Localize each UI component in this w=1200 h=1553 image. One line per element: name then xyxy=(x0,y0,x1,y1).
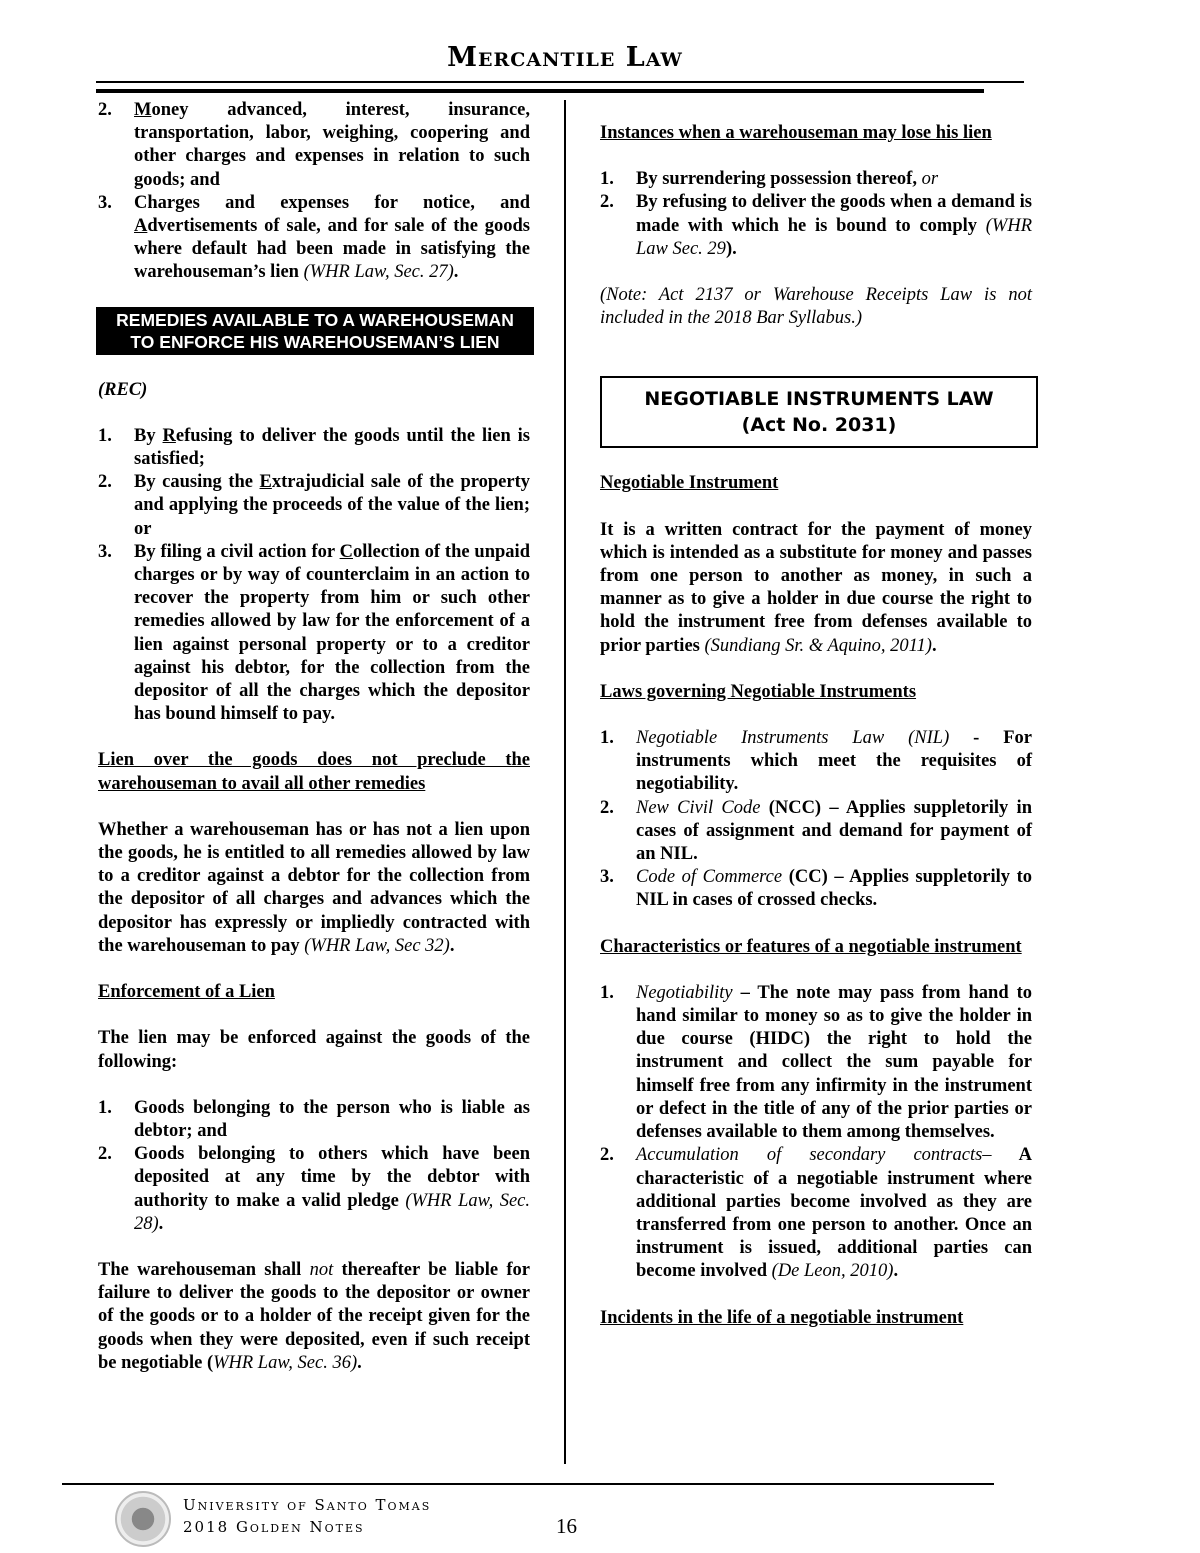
item-text: Charges and expenses for notice, and xyxy=(134,192,530,213)
item-number: 1. xyxy=(600,982,614,1003)
item-text: Goods belonging to others which have been deposited at any time by the debtor with authority to make a valid pledge xyxy=(134,1144,530,1211)
emphasis: or xyxy=(921,169,939,190)
mnemonic-letter: M xyxy=(134,100,152,120)
item-text: (CC) – Applies suppletorily to NIL in cases of crossed checks. xyxy=(636,867,1032,911)
list-item xyxy=(98,471,530,541)
item-text: A characteristic of a negotiable instrument where additional parties become involved as they are transferred from one person to another. Once an instrument is issued, additional parties can become involved xyxy=(636,1145,1032,1282)
citation: (WHR Law, Sec. 28) xyxy=(134,1190,530,1234)
page-header-title: Mercantile Law xyxy=(447,42,683,73)
item-text: By filing a civil action for xyxy=(134,541,340,562)
footer-rule xyxy=(62,1483,994,1485)
characteristic-name: Negotiability xyxy=(636,982,733,1003)
punctuation: . xyxy=(893,1261,899,1282)
syllabus-note: (Note: Act 2137 or Warehouse Receipts Law is not included in the 2018 Bar Syllabus.) xyxy=(600,285,1032,329)
lien-items-list xyxy=(98,99,530,285)
list-item xyxy=(600,1144,1032,1283)
footer-golden-notes: 2018 Golden Notes xyxy=(183,1518,365,1536)
nil-act-number: (Act No. 2031) xyxy=(741,414,897,437)
item-number: 2. xyxy=(600,192,614,213)
nil-title: NEGOTIABLE INSTRUMENTS LAW xyxy=(644,388,994,411)
item-text: xtrajudicial sale of the property and applying the proceeds of the value of the lien; or xyxy=(134,472,530,539)
footer-university: University of Santo Tomas xyxy=(183,1496,432,1514)
item-number: 3. xyxy=(98,192,112,213)
list-item xyxy=(600,982,1032,1144)
characteristic-name: Accumulation of secondary contracts– xyxy=(636,1145,992,1166)
item-text: - For instruments which meet the requisites of negotiability. xyxy=(636,728,1032,795)
item-number: 2. xyxy=(98,472,112,493)
list-item xyxy=(600,727,1032,797)
paragraph-text: Whether a warehouseman has or has not a lien upon the goods, he is entitled to all remedies allowed by law to a creditor against a debtor for the collection from the depositor of all charges and advances which the depositor has expressly or impliedly contracted with the warehouseman to pay xyxy=(98,819,530,956)
item-number: 1. xyxy=(600,728,614,749)
law-name: Code of Commerce xyxy=(636,867,783,888)
citation: (Sundiang Sr. & Aquino, 2011) xyxy=(704,635,932,656)
emphasis: not xyxy=(309,1259,334,1280)
enforcement-paragraph: The lien may be enforced against the goods of the following: xyxy=(98,1028,530,1072)
remedies-heading-box xyxy=(96,307,534,355)
mnemonic-letter: R xyxy=(162,425,176,446)
mnemonic-letter: C xyxy=(339,541,353,562)
list-item xyxy=(98,1143,530,1236)
item-number: 1. xyxy=(98,1097,112,1118)
laws-list xyxy=(600,727,1032,913)
left-column xyxy=(98,99,530,1375)
item-number: 3. xyxy=(98,541,112,562)
header-rule xyxy=(96,81,1024,83)
paragraph-text: It is a written contract for the payment of money which is intended as a substitute for money and passes from one person to another as money, in such a manner as to give a holder in due course the right to hold the instrument free from defenses available to prior parties xyxy=(600,519,1032,656)
punctuation: . xyxy=(158,1213,164,1234)
list-item xyxy=(98,1097,530,1143)
citation: (WHR Law, Sec 32) xyxy=(304,935,450,956)
liability-paragraph xyxy=(98,1259,530,1375)
section-heading-negotiable-instrument: Negotiable Instrument xyxy=(600,473,779,494)
item-text: By refusing to deliver the goods when a demand is made with which he is bound to comply xyxy=(636,192,1032,236)
item-text: (NCC) – Applies suppletorily in cases of assignment and demand for payment of an NIL. xyxy=(636,797,1032,865)
punctuation: ). xyxy=(725,238,737,259)
item-text: efusing to deliver the goods until the lien is satisfied; xyxy=(134,425,531,470)
item-text: – The note may pass from hand to hand similar to money so as to give the holder in due course (HIDC) the right to hold the instrument and collect the sum payable for himself free from any infirmity in the instrument or defect in the title of any of the prior parties or defenses available to them among themselves. xyxy=(636,982,1032,1143)
item-number: 1. xyxy=(600,169,614,190)
remedies-heading-line1: REMEDIES AVAILABLE TO A WAREHOUSEMAN xyxy=(116,309,514,330)
header-rule-thick xyxy=(96,89,984,93)
item-text: dvertisements of sale, and for sale of the goods where default had been made in satisfying the warehouseman’s lien xyxy=(134,216,530,283)
enforcement-list xyxy=(98,1097,530,1236)
law-name: New Civil Code xyxy=(636,797,761,818)
item-text: oney advanced, interest, insurance, transportation, labor, weighing, coopering and other charges and expenses in relation to such goods; and xyxy=(134,100,530,190)
remedies-heading-line2: TO ENFORCE HIS WAREHOUSEMAN’S LIEN xyxy=(130,331,500,352)
item-number: 1. xyxy=(98,425,112,446)
list-item xyxy=(98,541,530,727)
right-column xyxy=(600,99,1032,1330)
mnemonic-letter: E xyxy=(259,472,272,493)
university-seal-icon xyxy=(115,1491,171,1547)
paragraph-text: thereafter be liable for failure to deliver the goods to the depositor or owner of the goods or to a holder of the receipt given for the goods when they were deposited, even if such receipt be negotiable ( xyxy=(98,1259,530,1373)
remedies-list xyxy=(98,425,530,727)
citation: WHR Law, Sec. 36) xyxy=(213,1352,358,1373)
item-number: 2. xyxy=(98,100,112,120)
section-heading-incidents: Incidents in the life of a negotiable instrument xyxy=(600,1307,964,1328)
item-number: 2. xyxy=(600,1145,614,1166)
mnemonic-letter: A xyxy=(134,216,148,237)
list-item xyxy=(600,191,1032,261)
definition-paragraph xyxy=(600,519,1032,658)
citation: (WHR Law Sec. 29 xyxy=(636,215,1032,259)
lien-paragraph xyxy=(98,819,530,958)
list-item xyxy=(600,168,1032,191)
section-heading-enforcement: Enforcement of a Lien xyxy=(98,982,275,1003)
list-item xyxy=(98,192,530,285)
list-item xyxy=(600,866,1032,912)
item-text: By xyxy=(134,425,163,446)
list-item xyxy=(600,797,1032,867)
punctuation: . xyxy=(931,635,937,656)
section-heading-lien-remedies: Lien over the goods does not preclude the warehouseman to avail all other remedies xyxy=(98,750,530,794)
item-number: 2. xyxy=(600,797,614,818)
section-heading-laws-governing: Laws governing Negotiable Instruments xyxy=(600,681,917,702)
characteristics-list xyxy=(600,982,1032,1284)
list-item xyxy=(98,425,530,471)
section-heading-lose-lien: Instances when a warehouseman may lose his lien xyxy=(600,123,992,143)
item-text: Goods belonging to the person who is liable as debtor; and xyxy=(134,1097,530,1141)
citation: (WHR Law, Sec. 27) xyxy=(303,262,454,283)
section-heading-characteristics: Characteristics or features of a negotiable instrument xyxy=(600,936,1022,957)
punctuation: . xyxy=(357,1352,362,1373)
column-divider xyxy=(564,100,566,1464)
paragraph-text: The warehouseman shall xyxy=(98,1259,310,1280)
item-text: By causing the xyxy=(134,472,260,493)
item-text: By surrendering possession thereof, xyxy=(636,169,922,190)
mnemonic: (REC) xyxy=(98,379,148,400)
list-item xyxy=(98,99,530,192)
page-number: 16 xyxy=(556,1514,577,1538)
item-number: 2. xyxy=(98,1144,112,1165)
law-name: Negotiable Instruments Law (NIL) xyxy=(636,728,950,749)
punctuation: . xyxy=(453,262,459,283)
item-number: 3. xyxy=(600,867,614,888)
nil-title-box xyxy=(600,376,1038,448)
citation: (De Leon, 2010) xyxy=(771,1261,894,1282)
item-text: ollection of the unpaid charges or by way of counterclaim in an action to recover the property from him or such other remedies allowed by law for the enforcement of a lien against personal property or to a creditor against his debtor, for the collection from the depositor of all the charges which the depositor has bound himself to pay. xyxy=(134,541,530,725)
punctuation: . xyxy=(449,935,455,956)
lose-lien-list xyxy=(600,168,1032,261)
